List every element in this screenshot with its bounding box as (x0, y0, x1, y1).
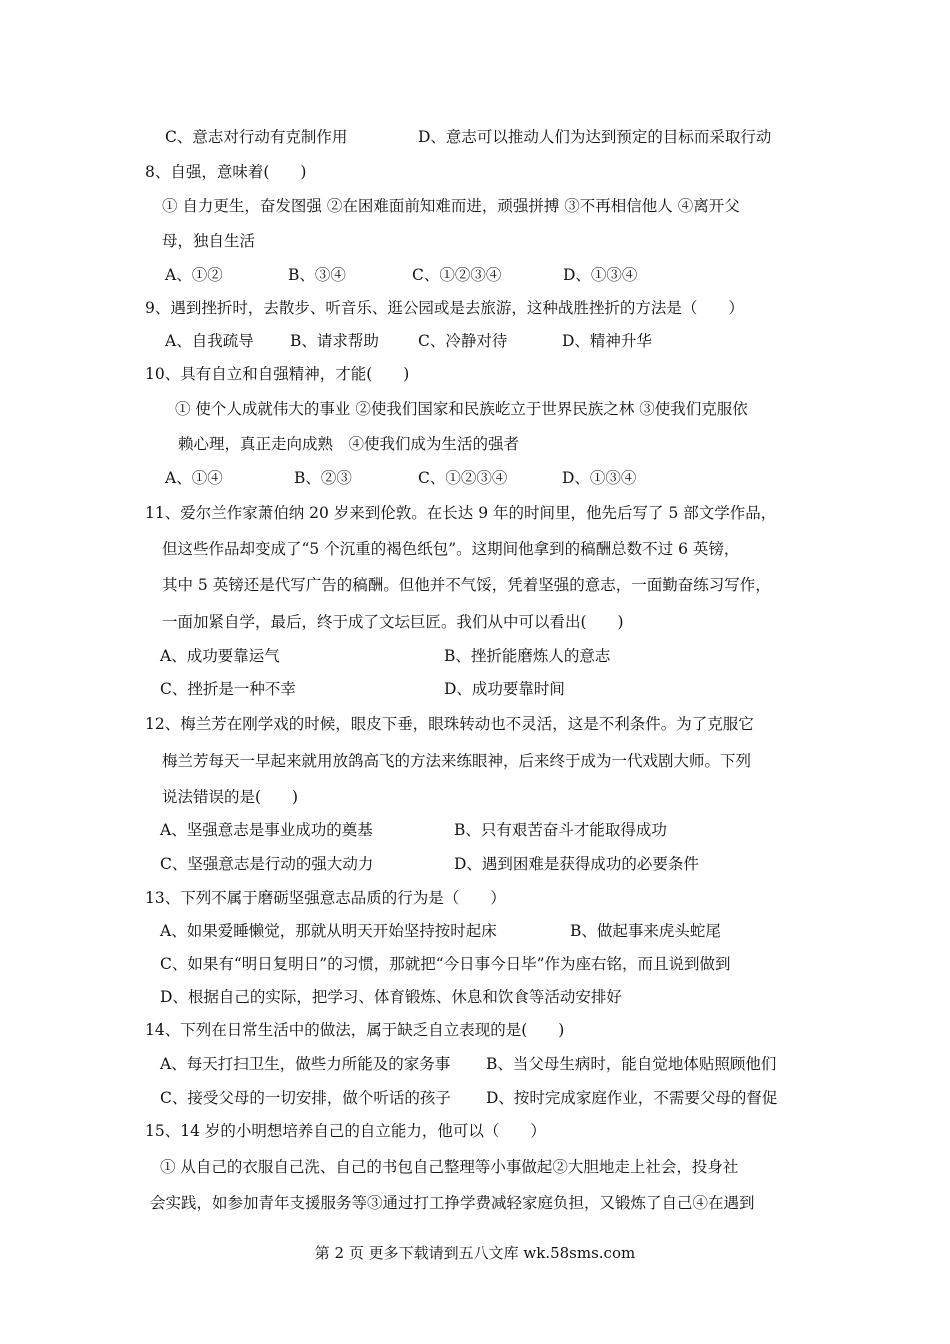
q10-stem: 10、具有自立和自强精神，才能( ) (145, 365, 410, 383)
q12-stem-line1: 12、梅兰芳在刚学戏的时候，眼皮下垂，眼珠转动也不灵活，这是不利条件。为了克服它 (145, 715, 754, 733)
q13-option-d: D、根据自己的实际，把学习、体育锻炼、休息和饮食等活动安排好 (160, 988, 622, 1006)
q12-option-c: C、坚强意志是行动的强大动力 (160, 855, 374, 873)
q8-statements-line2: 母，独自生活 (162, 232, 256, 250)
q12-stem-line3: 说法错误的是( ) (162, 788, 299, 806)
q12-option-a: A、坚强意志是事业成功的奠基 (160, 821, 373, 839)
q13-option-a: A、如果爱睡懒觉，那就从明天开始坚持按时起床 (160, 922, 497, 940)
q11-option-a: A、成功要靠运气 (160, 647, 280, 665)
q8-stem: 8、自强，意味着( ) (145, 163, 307, 181)
q11-stem-line3: 其中 5 英镑还是代写广告的稿酬。但他并不气馁，凭着坚强的意志，一面勤奋练习写作， (162, 576, 771, 594)
q15-stem: 15、14 岁的小明想培养自己的自立能力，他可以（ ） (145, 1122, 546, 1140)
q8-option-d: D、①③④ (563, 266, 638, 284)
q9-option-a: A、自我疏导 (165, 332, 254, 350)
q9-option-c: C、冷静对待 (418, 332, 508, 350)
q11-stem-line1: 11、爱尔兰作家萧伯纳 20 岁来到伦敦。在长达 9 年的时间里，他先后写了 5 部文学作品， (145, 504, 777, 522)
q7-option-d: D、意志可以推动人们为达到预定的目标而采取行动 (418, 128, 772, 146)
q8-option-b: B、③④ (288, 266, 346, 284)
q11-option-c: C、挫折是一种不幸 (160, 680, 296, 698)
q10-option-c: C、①②③④ (418, 469, 508, 487)
q9-option-d: D、精神升华 (562, 332, 652, 350)
q10-option-a: A、①④ (165, 469, 223, 487)
q11-option-d: D、成功要靠时间 (444, 680, 565, 698)
q14-stem: 14、下列在日常生活中的做法，属于缺乏自立表现的是( ) (145, 1021, 565, 1039)
q13-option-b: B、做起事来虎头蛇尾 (570, 922, 721, 940)
q9-stem: 9、遇到挫折时，去散步、听音乐、逛公园或是去旅游，这种战胜挫折的方法是（ ） (145, 299, 744, 317)
q15-statements-line1: ① 从自己的衣服自己洗、自己的书包自己整理等小事做起②大胆地走上社会，投身社 (160, 1158, 739, 1176)
q13-option-c: C、如果有“明日复明日”的习惯，那就把“今日事今日毕”作为座右铭，而且说到做到 (160, 955, 731, 973)
q10-statements-line1: ① 使个人成就伟大的事业 ②使我们国家和民族屹立于世界民族之林 ③使我们克服依 (175, 400, 748, 418)
q14-option-c: C、接受父母的一切安排，做个听话的孩子 (160, 1089, 451, 1107)
q12-stem-line2: 梅兰芳每天一早起来就用放鸽高飞的方法来练眼神，后来终于成为一代戏剧大师。下列 (162, 752, 752, 770)
q15-statements-line2: 会实践，如参加青年支援服务等③通过打工挣学费减轻家庭负担，又锻炼了自己④在遇到 (150, 1194, 755, 1212)
q10-option-d: D、①③④ (562, 469, 637, 487)
q11-stem-line2: 但这些作品却变成了“5 个沉重的褐色纸包”。这期间他拿到的稿酬总数不过 6 英镑， (162, 540, 740, 558)
q12-option-b: B、只有艰苦奋斗才能取得成功 (454, 821, 667, 839)
q14-option-a: A、每天打扫卫生，做些力所能及的家务事 (160, 1055, 451, 1073)
q8-option-c: C、①②③④ (412, 266, 502, 284)
q10-statements-line2: 赖心理，真正走向成熟 ④使我们成为生活的强者 (178, 435, 520, 453)
q7-option-c: C、意志对行动有克制作用 (165, 128, 348, 146)
q9-option-b: B、请求帮助 (290, 332, 379, 350)
q14-option-d: D、按时完成家庭作业，不需要父母的督促 (486, 1089, 778, 1107)
q10-option-b: B、②③ (294, 469, 352, 487)
q11-option-b: B、挫折能磨炼人的意志 (444, 647, 611, 665)
q8-statements-line1: ① 自力更生，奋发图强 ②在困难面前知难而进，顽强拼搏 ③不再相信他人 ④离开父 (162, 197, 740, 215)
page-footer: 第 2 页 更多下载请到五八文库 wk.58sms.com (314, 1244, 636, 1262)
q11-stem-line4: 一面加紧自学，最后，终于成了文坛巨匠。我们从中可以看出( ) (162, 613, 624, 631)
q13-stem: 13、下列不属于磨砺坚强意志品质的行为是（ ） (145, 889, 506, 907)
q8-option-a: A、①② (165, 266, 223, 284)
q12-option-d: D、遇到困难是获得成功的必要条件 (454, 855, 699, 873)
q14-option-b: B、当父母生病时，能自觉地体贴照顾他们 (486, 1055, 777, 1073)
